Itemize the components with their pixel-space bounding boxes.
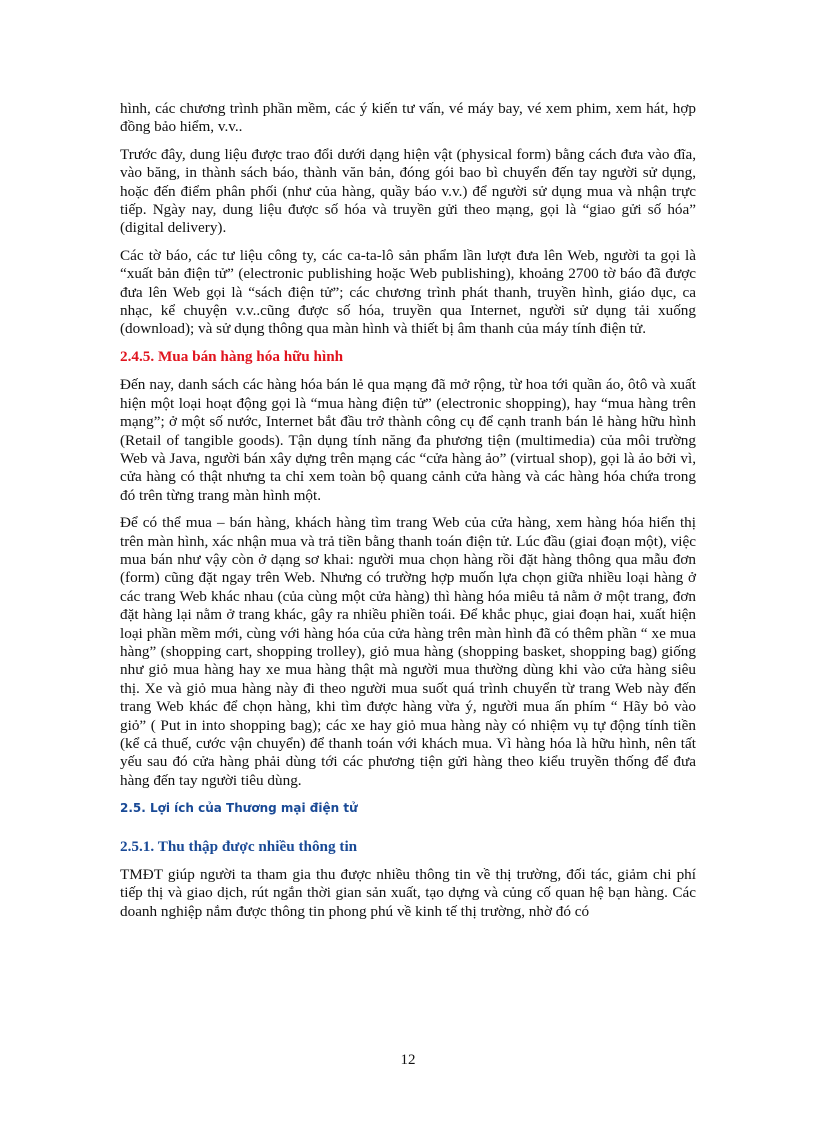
paragraph: Trước đây, dung liệu được trao đổi dưới dạng hiện vật (physical form) bằng cách đưa vào đĩa, vào băng, in thành sách báo, thành văn bản, đóng gói bao bì chuyển đến tay người sử dụng, hoặc đến điểm phân phối (như của hàng, quầy báo v.v.) để người sử dụng mua và nhận trực tiếp. Ngày nay, dung liệu được số hóa và truyền gửi theo mạng, gọi là “giao gửi số hóa” (digital delivery). <box>120 145 696 237</box>
document-page <box>120 100 696 930</box>
paragraph: hình, các chương trình phần mềm, các ý kiến tư vấn, vé máy bay, vé xem phim, xem hát, hợp đồng bảo hiểm, v.v.. <box>120 100 696 136</box>
paragraph: Các tờ báo, các tư liệu công ty, các ca-ta-lô sản phẩm lần lượt đưa lên Web, người ta gọi là “xuất bản điện tử” (electronic publishing hoặc Web publishing), khoảng 2700 tờ báo đã được đưa lên Web gọi là “sách điện tử”; các chương trình phát thanh, truyền hình, giáo dục, ca nhạc, kể chuyện v.v..cũng được số hóa, truyền qua Internet, người sử dụng tải xuống (download); và sử dụng thông qua màn hình và thiết bị âm thanh của máy tính điện tử. <box>120 246 696 338</box>
paragraph: Để có thể mua – bán hàng, khách hàng tìm trang Web của cửa hàng, xem hàng hóa hiển thị trên màn hình, xác nhận mua và trả tiền bằng thanh toán điện tử. Lúc đầu (giai đoạn một), việc mua bán như vậy còn ở dạng sơ khai: người mua chọn hàng rồi đặt hàng thông qua mẫu đơn (form) cũng đặt ngay trên Web. Nhưng có trường hợp muốn lựa chọn giữa nhiều loại hàng ở các trang Web khác nhau (của cùng một cửa hàng) thì hàng hóa miêu tả nằm ở một trang, đơn đặt hàng lại nằm ở trang khác, gây ra nhiều phiền toái. Để khắc phục, giai đoạn hai, xuất hiện loại phần mềm mới, cùng với hàng hóa của cửa hàng trên màn hình đã có thêm phần “ xe mua hàng” (shopping cart, shopping trolley), giỏ mua hàng (shopping basket, shopping bag) giống như giỏ mua hàng hay xe mua hàng thật mà người mua thường dùng khi vào cửa hàng siêu thị. Xe và giỏ mua hàng này đi theo người mua suốt quá trình chuyển từ trang Web này đến trang Web khác để chọn hàng, khi tìm được hàng vừa ý, người mua ấn phím “ Hãy bỏ vào giỏ” ( Put in into shopping bag); các xe hay giỏ mua hàng này có nhiệm vụ tự động tính tiền (kể cả thuế, cước vận chuyển) để thanh toán với khách mua. Vì hàng hóa là hữu hình, nên tất yếu sau đó cửa hàng phải dùng tới các phương tiện gửi hàng theo kiểu truyền thống để đưa hàng đến tay người tiêu dùng. <box>120 514 696 789</box>
section-heading-2-4-5: 2.4.5. Mua bán hàng hóa hữu hình <box>120 347 344 365</box>
section-heading-2-5-1: 2.5.1. Thu thập được nhiều thông tin <box>120 837 358 855</box>
section-heading-2-5: 2.5. Lợi ích của Thương mại điện tử <box>120 801 358 816</box>
page-number: 12 <box>400 1052 416 1068</box>
paragraph: TMĐT giúp người ta tham gia thu được nhiều thông tin về thị trường, đối tác, giảm chi phí tiếp thị và giao dịch, rút ngắn thời gian sản xuất, tạo dựng và củng cố quan hệ bạn hàng. Các doanh nghiệp nắm được thông tin phong phú về kinh tế thị trường, nhờ đó có <box>120 866 696 920</box>
paragraph: Đến nay, danh sách các hàng hóa bán lẻ qua mạng đã mở rộng, từ hoa tới quần áo, ôtô và xuất hiện một loại hoạt động gọi là “mua hàng điện tử” (electronic shopping), hay “mua hàng trên mạng”; ở một số nước, Internet bắt đầu trở thành công cụ để cạnh tranh bán lẻ hàng hữu hình (Retail of tangible goods). Tận dụng tính năng đa phương tiện (multimedia) của môi trường Web và Java, người bán xây dựng trên mạng các “cửa hàng ảo” (virtual shop), gọi là ảo bởi vì, cửa hàng có thật nhưng ta chỉ xem toàn bộ quang cảnh cửa hàng và các hàng hóa chứa trong đó trên từng trang màn hình một. <box>120 376 696 504</box>
